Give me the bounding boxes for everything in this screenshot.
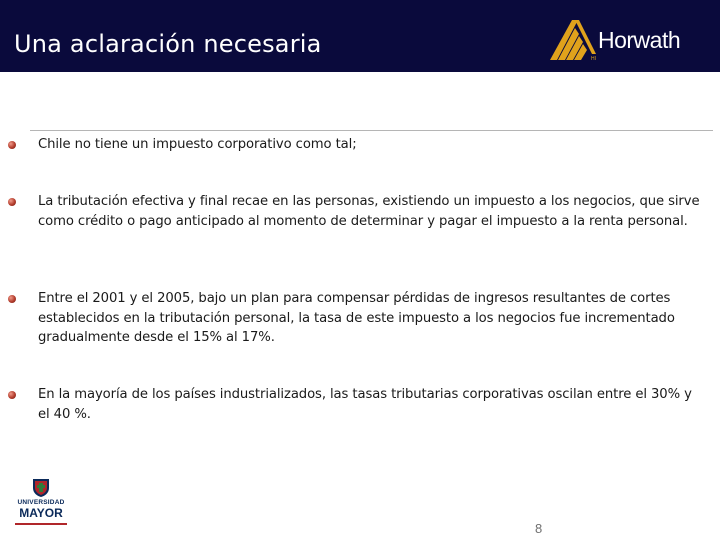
horwath-logo [548, 18, 718, 64]
bullet-text: Entre el 2001 y el 2005, bajo un plan para compensar pérdidas de ingresos resultantes de cortes establecidos en la tributación personal, la tasa de este impuesto a los negocios fue incrementado gradualmente desde el 15% al 17%. [38, 291, 675, 345]
header-bar [0, 0, 720, 72]
horwath-logo-icon [548, 18, 600, 64]
bullet-icon [8, 141, 16, 149]
university-name-line1: UNIVERSIDAD [17, 499, 65, 506]
bullet-text: En la mayoría de los países industrializados, las tasas tributarias corporativas oscilan entre el 30% y el 40 %. [38, 387, 692, 422]
svg-text:HI: HI [591, 56, 596, 62]
divider-line [30, 130, 713, 131]
bullet-text: Chile no tiene un impuesto corporativo como tal; [38, 137, 357, 152]
brand-name: Horwath [598, 27, 681, 53]
university-underline [15, 523, 67, 525]
bullet-text: La tributación efectiva y final recae en las personas, existiendo un impuesto a los negocios, que sirve como crédito o pago anticipado al momento de determinar y pagar el impuesto a la renta personal. [38, 194, 700, 229]
university-logo [10, 478, 72, 530]
slide-title: Una aclaración necesaria [14, 30, 322, 58]
bullet-icon [8, 198, 16, 206]
bullet-icon [8, 391, 16, 399]
university-shield-icon [32, 478, 50, 498]
page-number: 8 [535, 521, 543, 536]
bullet-icon [8, 295, 16, 303]
university-name-line2: MAYOR [19, 506, 63, 520]
